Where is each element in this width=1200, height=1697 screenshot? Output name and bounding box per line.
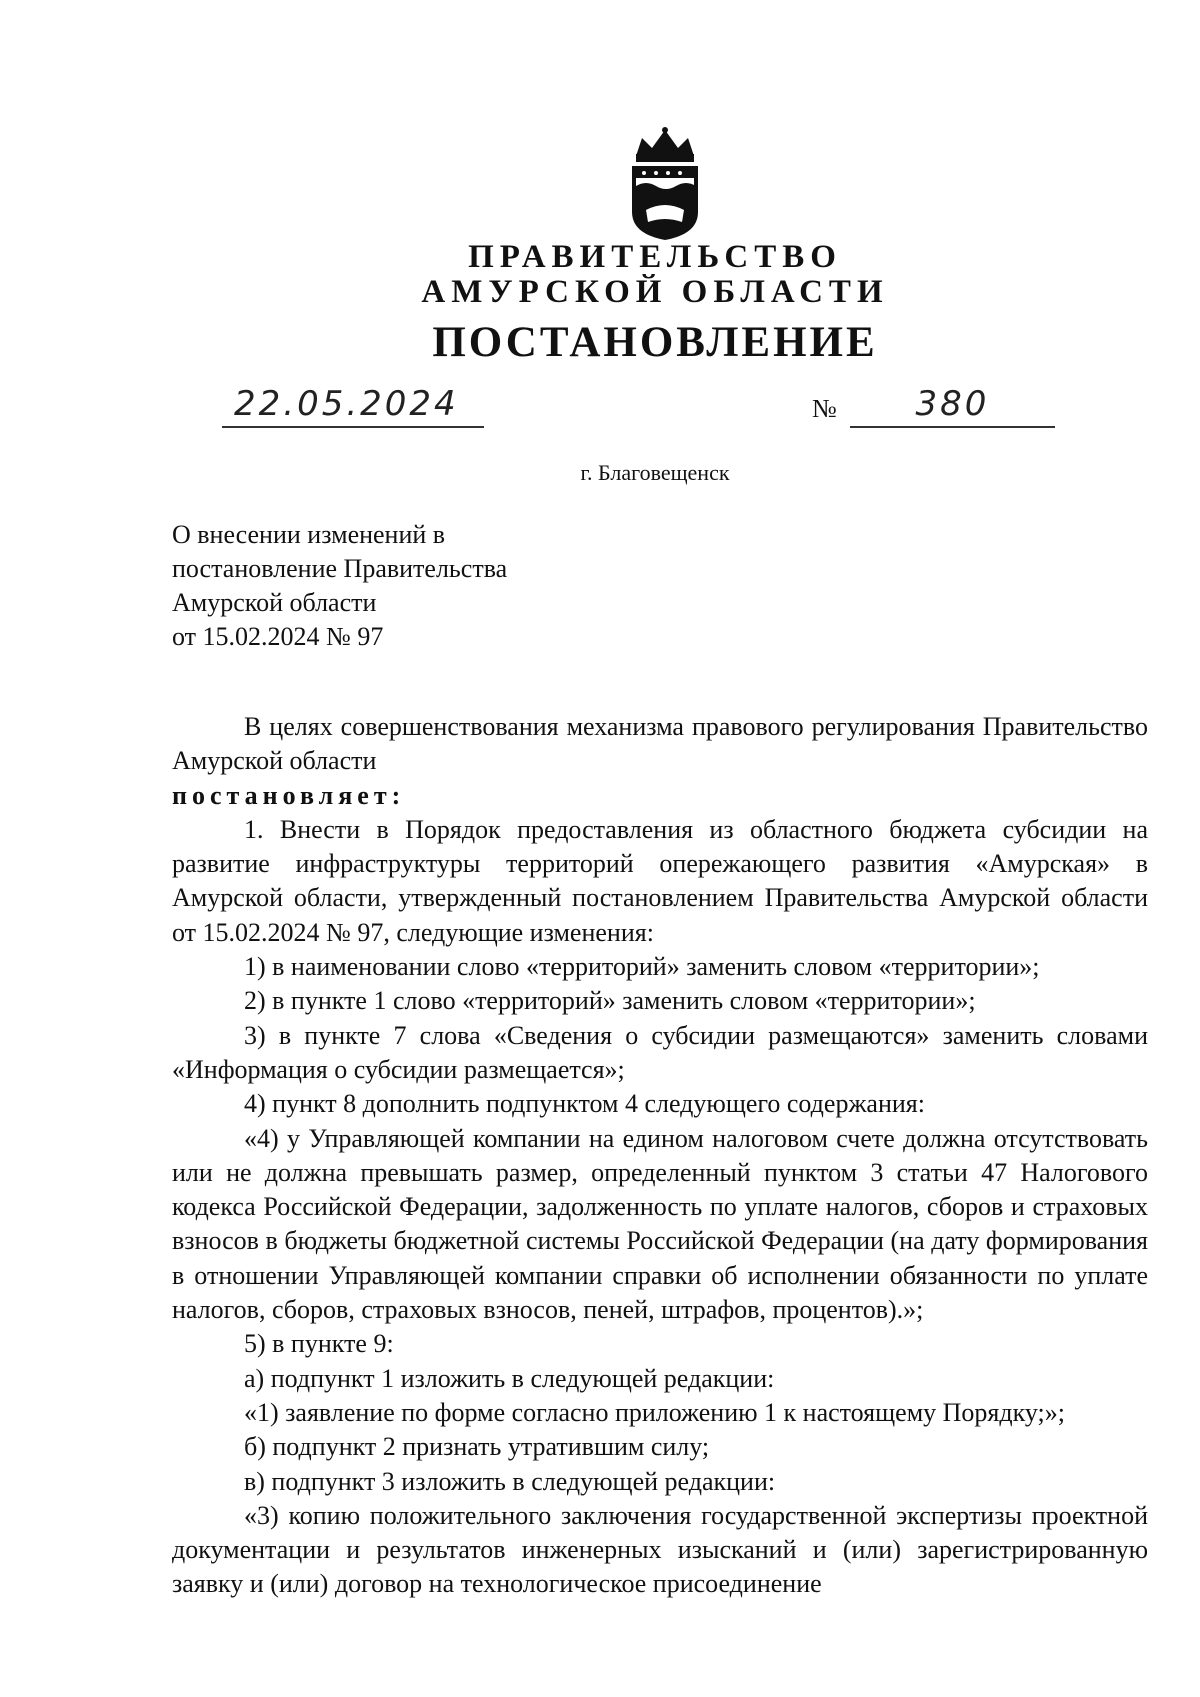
intro-paragraph: В целях совершенствования механизма правового регулирования Правительство Амурской области [172,712,1148,776]
org-name-line1: ПРАВИТЕЛЬСТВО [468,239,842,275]
body-paragraph: «4) у Управляющей компании на едином налоговом счете должна отсутствовать или не должна превышать размер, определенный пунктом 3 статьи 47 Налогового кодекса Российской Федерации, задолженность по уплате налогов, сборов и страховых взносов в бюджеты бюджетной системы Российской Федерации (на дату формирования в отношении Управляющей компании справки об исполнении обязанности по уплате налогов, сборов, страховых взносов, пеней, штрафов, процентов).»; [172,1123,1148,1325]
subject-line: О внесении изменений в [172,520,446,549]
document-body [172,710,1148,1602]
handwritten-date: 22.05.2024 [234,384,459,424]
body-paragraph: б) подпункт 2 признать утратившим силу; [244,1432,710,1462]
handwritten-number: 380 [915,384,990,424]
subject-line: Амурской области [172,588,377,617]
number-field [850,384,1055,428]
coat-of-arms-emblem [624,126,706,242]
body-paragraph: 3) в пункте 7 слова «Сведения о субсидии размещаются» заменить словами «Информация о субсидии размещается»; [172,1020,1148,1084]
body-paragraph: 5) в пункте 9: [244,1329,394,1359]
body-paragraph: 1) в наименовании слово «территорий» заменить словом «территории»; [244,952,1040,982]
body-paragraph: 2) в пункте 1 слово «территорий» заменить словом «территории»; [244,986,976,1016]
document-subject [172,518,507,654]
body-paragraph: 1. Внести в Порядок предоставления из областного бюджета субсидии на развитие инфраструктуры территорий опережающего развития «Амурская» в Амурской области, утвержденный постановлением Правительства Амурской области от 15.02.2024 № 97, следующие изменения: [172,814,1148,947]
city: г. Благовещенск [580,460,730,485]
body-paragraph: «1) заявление по форме согласно приложению 1 к настоящему Порядку;»; [244,1397,1065,1427]
number-label: № [812,394,837,423]
date-field [222,384,484,428]
decree-word: постановляет: [172,780,406,810]
body-paragraph: а) подпункт 1 изложить в следующей редакции: [244,1363,775,1393]
document-type: ПОСТАНОВЛЕНИЕ [432,319,878,366]
body-paragraph: в) подпункт 3 изложить в следующей редакции: [244,1466,776,1496]
org-name-line2: АМУРСКОЙ ОБЛАСТИ [421,274,889,310]
subject-line: постановление Правительства [172,554,508,583]
subject-line: от 15.02.2024 № 97 [172,622,384,651]
body-paragraph: 4) пункт 8 дополнить подпунктом 4 следующего содержания: [244,1089,925,1119]
body-paragraph: «3) копию положительного заключения государственной экспертизы проектной документации и результатов инженерных изысканий и (или) зарегистрированную заявку и (или) договор на технологическое присоединение [172,1500,1148,1599]
